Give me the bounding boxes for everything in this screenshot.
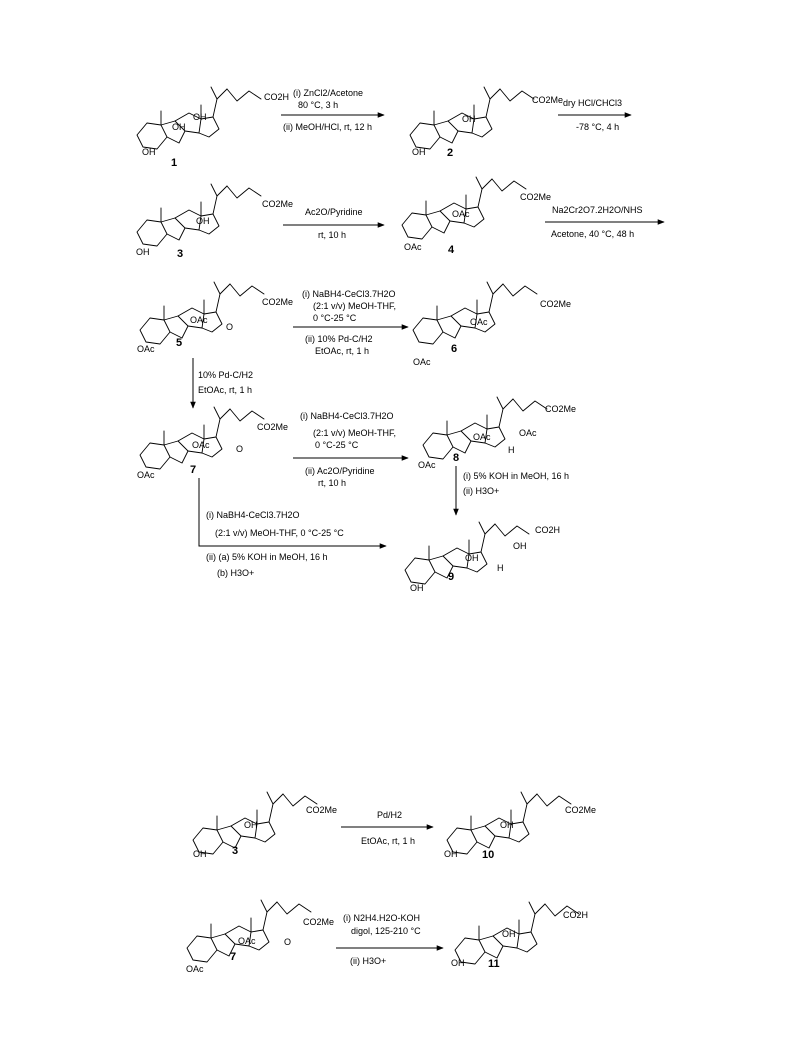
c10-label-oh-14: OH bbox=[500, 820, 514, 830]
c1-label-oh-3: OH bbox=[142, 147, 156, 157]
compound-1 bbox=[137, 87, 289, 169]
compound-9 bbox=[405, 522, 560, 593]
compound-8 bbox=[418, 397, 576, 470]
c7-label-oac-14: OAc bbox=[192, 440, 210, 450]
c9-label-h: H bbox=[497, 563, 504, 573]
c7b-label-oac-3: OAc bbox=[186, 964, 204, 974]
compound-number-4: 4 bbox=[448, 244, 455, 256]
cond-7to8-a1: (i) NaBH4-CeCl3.7H2O bbox=[300, 411, 394, 421]
arrow-7-to-8 bbox=[293, 411, 408, 488]
arrow-5-to-7 bbox=[193, 358, 253, 408]
c9-label-oh-15: OH bbox=[513, 541, 527, 551]
cond-7to11-a2: digol, 125-210 °C bbox=[351, 926, 421, 936]
compound-number-5: 5 bbox=[176, 337, 183, 349]
compound-7 bbox=[137, 407, 288, 480]
cond-5to6-b1: (ii) 10% Pd-C/H2 bbox=[305, 334, 373, 344]
cond-1to2-a1: (i) ZnCl2/Acetone bbox=[293, 88, 364, 98]
cond-7to9-b2: (b) H3O+ bbox=[217, 568, 255, 578]
cond-2to3-a1: dry HCl/CHCl3 bbox=[563, 98, 623, 108]
c10-label-oh-3: OH bbox=[444, 849, 458, 859]
c9-label-co2h: CO2H bbox=[535, 525, 561, 535]
c8-label-oac-3: OAc bbox=[418, 460, 436, 470]
c11-label-oh-14: OH bbox=[502, 929, 516, 939]
cond-5to6-b2: EtOAc, rt, 1 h bbox=[315, 346, 370, 356]
compound-11 bbox=[451, 902, 588, 970]
c3b-label-co2me: CO2Me bbox=[306, 805, 338, 815]
compound-5 bbox=[137, 282, 293, 354]
c1-label-oh-14: OH bbox=[193, 112, 207, 122]
compound-number-6: 6 bbox=[451, 343, 458, 355]
c6-label-co2me: CO2Me bbox=[540, 299, 572, 309]
c7-label-ketone-o: O bbox=[236, 444, 244, 454]
cond-3to4-a1: Ac2O/Pyridine bbox=[305, 207, 363, 217]
compound-3-bottom bbox=[193, 792, 337, 859]
cond-8to9-s2: (ii) H3O+ bbox=[463, 486, 500, 496]
compound-number-2: 2 bbox=[447, 147, 454, 159]
c4-label-oac-3: OAc bbox=[404, 242, 422, 252]
c1-label-oh-7: OH bbox=[172, 122, 186, 132]
cond-5to6-a2: (2:1 v/v) MeOH-THF, bbox=[313, 301, 397, 311]
c8-label-oac-15: OAc bbox=[519, 428, 537, 438]
c2-label-co2me: CO2Me bbox=[532, 95, 564, 105]
cond-8to9-s1: (i) 5% KOH in MeOH, 16 h bbox=[463, 471, 570, 481]
arrow-2-to-3 bbox=[558, 98, 631, 132]
c4-label-co2me: CO2Me bbox=[520, 192, 552, 202]
c8-label-co2me: CO2Me bbox=[545, 404, 577, 414]
cond-7to9-a2: (2:1 v/v) MeOH-THF, 0 °C-25 °C bbox=[215, 528, 344, 538]
cond-7to9-a1: (i) NaBH4-CeCl3.7H2O bbox=[206, 510, 300, 520]
c6-label-oac-3: OAc bbox=[413, 357, 431, 367]
c3-label-oh-3: OH bbox=[136, 247, 150, 257]
cond-3to4-b1: rt, 10 h bbox=[318, 230, 347, 240]
compound-number-7: 7 bbox=[190, 464, 197, 476]
c5-label-co2me: CO2Me bbox=[262, 297, 294, 307]
c8-label-h: H bbox=[508, 445, 515, 455]
compound-number-9: 9 bbox=[448, 571, 455, 583]
cond-5to7-s1: 10% Pd-C/H2 bbox=[198, 370, 254, 380]
compound-number-10: 10 bbox=[482, 849, 495, 861]
c2-label-oh-3: OH bbox=[412, 147, 426, 157]
c5-label-ketone-o: O bbox=[226, 322, 234, 332]
compound-6 bbox=[413, 282, 571, 367]
c10-label-co2me: CO2Me bbox=[565, 805, 597, 815]
c8-label-oac-14: OAc bbox=[473, 432, 491, 442]
c7-label-co2me: CO2Me bbox=[257, 422, 289, 432]
c9-label-oh-14: OH bbox=[465, 553, 479, 563]
cond-1to2-b1: (ii) MeOH/HCl, rt, 12 h bbox=[283, 122, 373, 132]
c7b-label-oac-14: OAc bbox=[238, 936, 256, 946]
compound-number-3b: 3 bbox=[232, 845, 239, 857]
arrow-3-to-10 bbox=[341, 810, 433, 846]
cond-5to6-a3: 0 °C-25 °C bbox=[313, 313, 357, 323]
cond-7to11-a1: (i) N2H4.H2O-KOH bbox=[343, 913, 421, 923]
cond-4to5-b1: Acetone, 40 °C, 48 h bbox=[551, 229, 635, 239]
c7b-label-co2me: CO2Me bbox=[303, 917, 335, 927]
cond-7to8-a3: 0 °C-25 °C bbox=[315, 440, 359, 450]
compound-4 bbox=[402, 177, 551, 256]
c6-label-oac-14: OAc bbox=[470, 317, 488, 327]
c5-label-oac-14: OAc bbox=[190, 315, 208, 325]
compound-2 bbox=[410, 87, 563, 159]
cond-5to7-s2: EtOAc, rt, 1 h bbox=[198, 385, 253, 395]
c3-label-oh-14: OH bbox=[196, 216, 210, 226]
cond-7to11-b1: (ii) H3O+ bbox=[350, 956, 387, 966]
c7b-label-ketone-o: O bbox=[284, 937, 292, 947]
c3-label-co2me: CO2Me bbox=[262, 199, 294, 209]
cond-2to3-b1: -78 °C, 4 h bbox=[576, 122, 620, 132]
c4-label-oac-14: OAc bbox=[452, 209, 470, 219]
c7-label-oac-3: OAc bbox=[137, 470, 155, 480]
cond-7to8-b2: rt, 10 h bbox=[318, 478, 347, 488]
cond-5to6-a1: (i) NaBH4-CeCl3.7H2O bbox=[302, 289, 396, 299]
cond-7to8-b1: (ii) Ac2O/Pyridine bbox=[305, 466, 375, 476]
arrow-7-to-9 bbox=[199, 478, 386, 578]
compound-7-bottom bbox=[186, 900, 334, 974]
cond-4to5-a1: Na2Cr2O7.2H2O/NHS bbox=[552, 205, 643, 215]
c3b-label-oh-3: OH bbox=[193, 849, 207, 859]
compound-number-8: 8 bbox=[453, 452, 460, 464]
cond-3to10-a1: Pd/H2 bbox=[377, 810, 403, 820]
compound-number-3: 3 bbox=[177, 248, 184, 260]
compound-number-11: 11 bbox=[488, 958, 500, 970]
c2-label-oh-14: OH bbox=[462, 114, 476, 124]
c5-label-oac-3: OAc bbox=[137, 344, 155, 354]
cond-3to10-b1: EtOAc, rt, 1 h bbox=[361, 836, 416, 846]
arrow-8-to-9 bbox=[456, 466, 569, 515]
c3b-label-oh-14: OH bbox=[244, 820, 258, 830]
c1-label-co2h: CO2H bbox=[264, 92, 290, 102]
compound-10 bbox=[444, 792, 596, 861]
arrow-1-to-2 bbox=[281, 88, 384, 132]
arrow-4-to-5 bbox=[545, 205, 664, 239]
cond-7to8-a2: (2:1 v/v) MeOH-THF, bbox=[313, 428, 397, 438]
arrow-3-to-4 bbox=[283, 207, 384, 240]
arrow-5-to-6 bbox=[293, 289, 408, 356]
compound-number-7b: 7 bbox=[230, 951, 237, 963]
c11-label-co2h: CO2H bbox=[563, 910, 589, 920]
compound-3 bbox=[136, 184, 293, 260]
compound-number-1: 1 bbox=[171, 157, 178, 169]
arrow-7-to-11 bbox=[336, 913, 443, 966]
c11-label-oh-3: OH bbox=[451, 958, 465, 968]
cond-1to2-a2: 80 °C, 3 h bbox=[298, 100, 339, 110]
cond-7to9-b1: (ii) (a) 5% KOH in MeOH, 16 h bbox=[206, 552, 328, 562]
c9-label-oh-3: OH bbox=[410, 583, 424, 593]
